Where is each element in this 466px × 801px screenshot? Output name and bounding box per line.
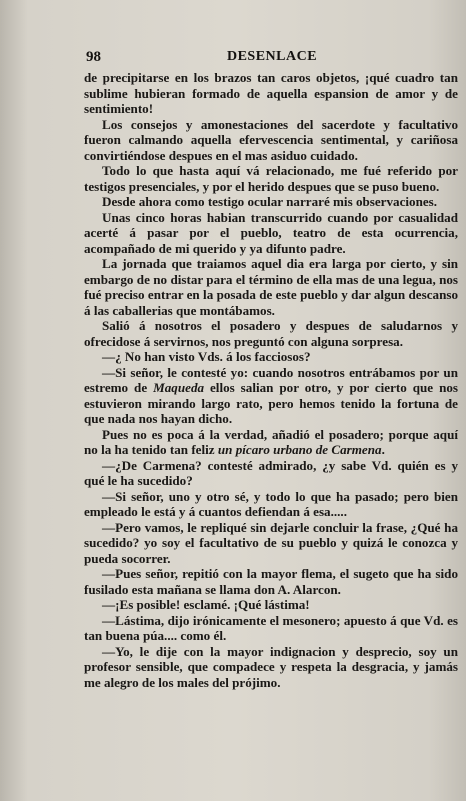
paragraph-text: Pues no es poca á la verdad, añadió el posadero; porque aquí no la ha tenido tan feliz [84, 426, 458, 457]
page-header [86, 49, 458, 69]
paragraph [84, 349, 458, 365]
paragraph [84, 318, 458, 349]
paragraph-text: ellos salian por otro, y por cierto que nos estuvieron mirando largo rato, pero hemos tenido la fortuna de que nada nos hayan dicho. [84, 380, 458, 426]
paragraph [84, 489, 458, 520]
paragraph [84, 70, 458, 117]
paragraph-text: Unas cinco horas habian transcurrido cuando por casualidad acerté á pasar por el pueblo, teatro de esta ocurrencia, acompañado de mi querido y ya difunto padre. [84, 209, 458, 256]
paragraph-text: —Lástima, dijo irónicamente el mesonero; apuesto á que Vd. es tan buena púa.... como él. [84, 612, 458, 643]
paragraph [84, 194, 458, 210]
paragraph [84, 644, 458, 691]
paragraph-text: Todo lo que hasta aquí vá relacionado, me fué referido por testigos presenciales, y por el herido despues que se puso bueno. [84, 163, 458, 194]
paragraph-text: La jornada que traiamos aquel dia era larga por cierto, y sin embargo de no distar para el término de ella mas de una legua, nos fué preciso entrar en la posada de este pueblo y dar algun descanso á las caballerias que montábamos. [84, 256, 458, 318]
paragraph-text: —¿ No han visto Vds. á los facciosos? [102, 349, 311, 364]
paragraph [84, 210, 458, 257]
paragraph-text: Salió á nosotros el posadero y despues de saludarnos y ofrecidose á servirnos, nos preguntó con alguna sorpresa. [84, 318, 458, 349]
body-text [84, 70, 458, 690]
paragraph-text: —Yo, le dije con la mayor indignacion y desprecio, soy un profesor sensible, que compadece y respeta la desgracia, y jamás me alegro de los males del prójimo. [84, 643, 458, 690]
paragraph [84, 163, 458, 194]
paragraph [84, 256, 458, 318]
paragraph-text: —Pues señor, repitió con la mayor flema, el sugeto que ha sido fusilado esta mañana se llama don A. Alarcon. [84, 566, 458, 597]
paragraph-text: —Pero vamos, le repliqué sin dejarle concluir la frase, ¿Qué ha sucedido? yo soy el facultativo de su pueblo y quizá le conozca y pueda socorrer. [84, 519, 458, 566]
italic-text: un pícaro urbano de Carmena [217, 442, 382, 457]
paragraph [84, 566, 458, 597]
paragraph-text: —Si señor, uno y otro sé, y todo lo que ha pasado; pero bien empleado le está y á cuantos defiendan á esa..... [84, 488, 458, 519]
paragraph [84, 613, 458, 644]
paragraph-text: de precipitarse en los brazos tan caros objetos, ¡qué cuadro tan sublime hubieran formado de aquella espansion de amor y de sentimiento! [84, 70, 458, 116]
paragraph-text: . [381, 442, 385, 457]
paragraph [84, 458, 458, 489]
paragraph [84, 365, 458, 427]
paragraph-text: —¡Es posible! esclamé. ¡Qué lástima! [102, 597, 310, 612]
running-title: DESENLACE [226, 49, 318, 64]
paragraph-text: Los consejos y amonestaciones del sacerdote y facultativo fueron calmando aquella efervescencia sentimental, y cariñosa convirtiéndose despues en el mas asiduo cuidado. [84, 116, 458, 163]
page-number: 98 [86, 49, 101, 65]
paragraph-text: —¿De Carmena? contesté admirado, ¿y sabe Vd. quién es y qué le ha sucedido? [84, 457, 458, 488]
paragraph [84, 427, 458, 458]
paragraph-text: —Si señor, le contesté yo: cuando nosotros entrábamos por un estremo de [84, 364, 458, 395]
paragraph [84, 520, 458, 567]
paragraph [84, 597, 458, 613]
italic-text: Maqueda [153, 380, 205, 395]
paragraph-text: Desde ahora como testigo ocular narraré mis observaciones. [102, 194, 438, 209]
paragraph [84, 117, 458, 164]
